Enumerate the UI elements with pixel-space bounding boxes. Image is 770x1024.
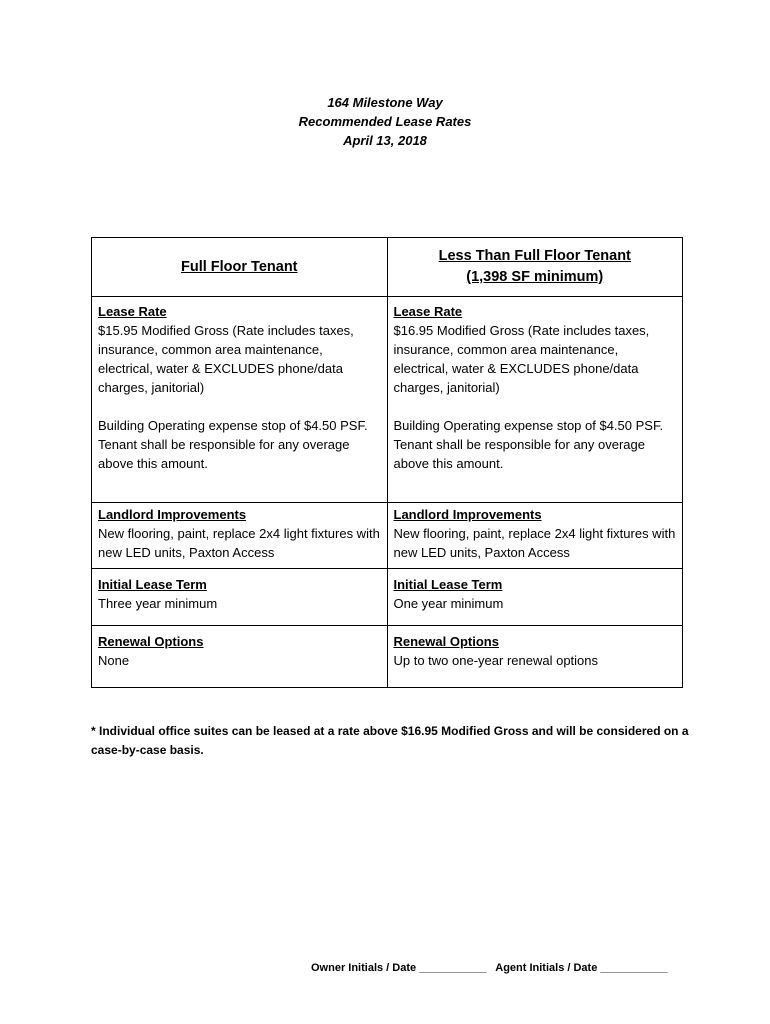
partial-floor-renewal-options: Renewal Options Up to two one-year renewal options	[387, 626, 683, 688]
document-address: 164 Milestone Way	[327, 95, 443, 110]
lease-rates-table	[91, 237, 683, 688]
table-header-row	[92, 238, 683, 297]
full-floor-landlord-improvements: Landlord Improvements New flooring, paint, replace 2x4 light fixtures with new LED units, Paxton Access	[92, 503, 388, 569]
document-subtitle: Recommended Lease Rates	[298, 114, 472, 129]
table-row	[92, 503, 683, 569]
initials-line: Owner Initials / Date ___________ Agent Initials / Date ___________	[311, 962, 668, 974]
table-row	[92, 569, 683, 626]
full-floor-header: Full Floor Tenant	[92, 238, 388, 297]
full-floor-lease-rate: Lease Rate $15.95 Modified Gross (Rate includes taxes, insurance, common area maintenance, electrical, water & EXCLUDES phone/data charges, janitorial) Building Operating expense stop of $4.50 PSF. Tenant shall be responsible for any overage above this amount.	[92, 297, 388, 503]
partial-floor-landlord-improvements: Landlord Improvements New flooring, paint, replace 2x4 light fixtures with new LED units, Paxton Access	[387, 503, 683, 569]
table-row	[92, 626, 683, 688]
partial-floor-header: Less Than Full Floor Tenant (1,398 SF minimum)	[387, 238, 683, 297]
table-row	[92, 297, 683, 503]
full-floor-renewal-options: Renewal Options None	[92, 626, 388, 688]
document-date: April 13, 2018	[343, 133, 427, 148]
partial-floor-initial-term: Initial Lease Term One year minimum	[387, 569, 683, 626]
footnote: * Individual office suites can be leased at a rate above $16.95 Modified Gross and will be considered on a case-by-case basis.	[91, 724, 689, 757]
full-floor-initial-term: Initial Lease Term Three year minimum	[92, 569, 388, 626]
partial-floor-lease-rate: Lease Rate $16.95 Modified Gross (Rate includes taxes, insurance, common area maintenance, electrical, water & EXCLUDES phone/data charges, janitorial) Building Operating expense stop of $4.50 PSF. Tenant shall be responsible for any overage above this amount.	[387, 297, 683, 503]
